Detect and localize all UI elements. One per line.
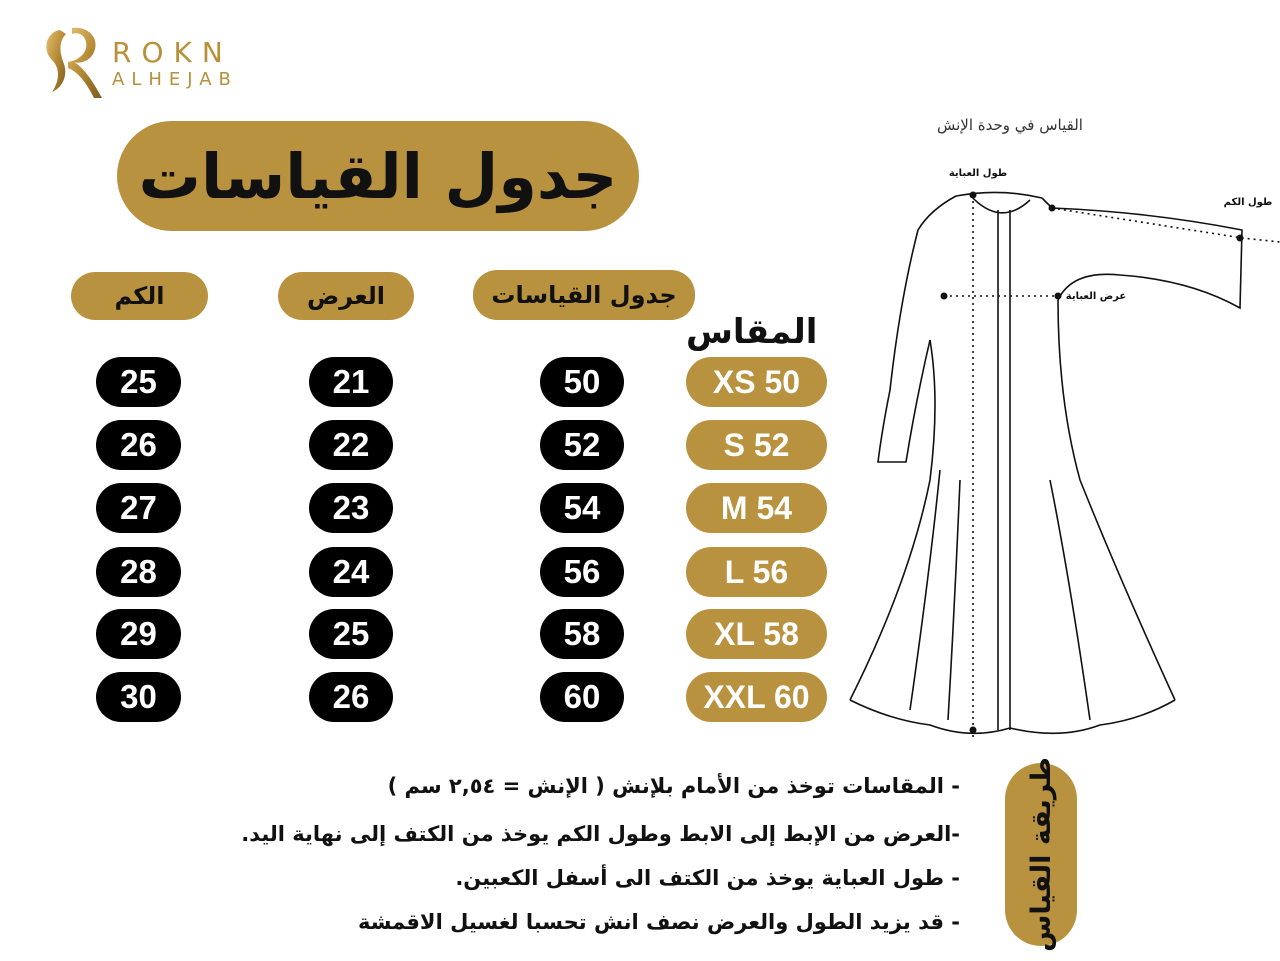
cell-size: M 54 bbox=[686, 483, 827, 533]
brand-line2: ALHEJAB bbox=[112, 69, 238, 90]
method-note: - قد يزيد الطول والعرض نصف انش تحسبا لغسيل الاقمشة bbox=[358, 910, 960, 934]
cell-width: 25 bbox=[309, 609, 393, 659]
cell-sleeve: 29 bbox=[96, 609, 181, 659]
method-title: طريقة القياس bbox=[1025, 757, 1057, 952]
cell-sleeve: 30 bbox=[96, 672, 181, 722]
cell-size: XL 58 bbox=[686, 609, 827, 659]
cell-size: XXL 60 bbox=[686, 672, 827, 722]
cell-measure: 54 bbox=[540, 483, 624, 533]
page-title-pill bbox=[117, 121, 639, 231]
label-sleeve-length: طول الكم bbox=[1223, 197, 1273, 208]
measurement-points bbox=[941, 192, 1244, 734]
cell-sleeve: 26 bbox=[96, 420, 181, 470]
brand-logo-icon bbox=[38, 22, 108, 102]
diagram-caption: القياس في وحدة الإنش bbox=[937, 116, 1083, 134]
label-abaya-width: عرض العباية bbox=[1065, 291, 1127, 302]
cell-width: 21 bbox=[309, 357, 393, 407]
header-table bbox=[473, 270, 695, 320]
cell-measure: 56 bbox=[540, 547, 624, 597]
abaya-outline bbox=[850, 192, 1242, 733]
cell-sleeve: 25 bbox=[96, 357, 181, 407]
cell-measure: 52 bbox=[540, 420, 624, 470]
header-width bbox=[278, 272, 414, 320]
cell-width: 23 bbox=[309, 483, 393, 533]
cell-measure: 50 bbox=[540, 357, 624, 407]
header-table-label: جدول القياسات bbox=[491, 281, 677, 309]
cell-width: 24 bbox=[309, 547, 393, 597]
label-abaya-length: طول العباية bbox=[948, 168, 1008, 179]
method-note: - المقاسات توخذ من الأمام بلإنش ( الإنش = ٢,٥٤ سم ) bbox=[387, 774, 960, 798]
abaya-diagram bbox=[830, 100, 1280, 750]
brand-line1: ROKN bbox=[112, 36, 233, 69]
header-sleeve-label: الكم bbox=[114, 282, 165, 310]
cell-width: 22 bbox=[309, 420, 393, 470]
cell-measure: 60 bbox=[540, 672, 624, 722]
cell-sleeve: 28 bbox=[96, 547, 181, 597]
method-note: -العرض من الإبط إلى الابط وطول الكم يوخذ من الكتف إلى نهاية اليد. bbox=[241, 822, 960, 846]
measurement-guides bbox=[944, 195, 1280, 740]
brand-wordmark bbox=[112, 38, 238, 90]
page-title: جدول القياسات bbox=[138, 139, 618, 213]
cell-width: 26 bbox=[309, 672, 393, 722]
cell-size: S 52 bbox=[686, 420, 827, 470]
header-sleeve bbox=[71, 272, 208, 320]
method-note: - طول العباية يوخذ من الكتف الى أسفل الكعبين. bbox=[455, 866, 960, 890]
method-title-pill bbox=[1005, 757, 1077, 952]
header-width-label: العرض bbox=[307, 282, 385, 310]
cell-size: L 56 bbox=[686, 547, 827, 597]
cell-measure: 58 bbox=[540, 609, 624, 659]
cell-size: XS 50 bbox=[686, 357, 827, 407]
cell-sleeve: 27 bbox=[96, 483, 181, 533]
header-size: المقاس bbox=[686, 312, 818, 352]
